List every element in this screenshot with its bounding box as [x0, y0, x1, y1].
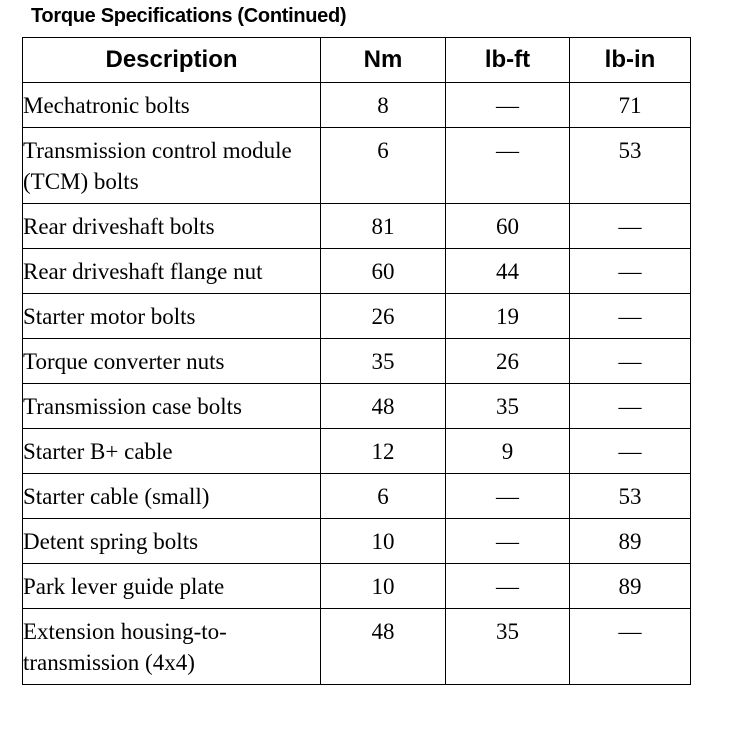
row-lb-in: 89: [570, 564, 691, 609]
row-nm: 26: [321, 294, 446, 339]
row-lb-ft: 60: [446, 204, 570, 249]
table-row: [23, 519, 691, 564]
row-description: Rear driveshaft flange nut: [23, 249, 321, 294]
row-description: Detent spring bolts: [23, 519, 321, 564]
table-row: [23, 294, 691, 339]
row-nm: 60: [321, 249, 446, 294]
row-lb-ft: 9: [446, 429, 570, 474]
table-header-row: [23, 38, 691, 83]
row-description: Transmission control module (TCM) bolts: [23, 128, 321, 204]
page-title: Torque Specifications (Continued): [31, 5, 347, 27]
row-description: Extension housing-to-transmission (4x4): [23, 609, 321, 685]
row-lb-ft: 35: [446, 384, 570, 429]
row-nm: 10: [321, 519, 446, 564]
row-nm: 10: [321, 564, 446, 609]
row-description: Starter motor bolts: [23, 294, 321, 339]
row-lb-in: 53: [570, 128, 691, 204]
row-lb-ft: 26: [446, 339, 570, 384]
table-row: [23, 339, 691, 384]
column-header-lb-ft: lb-ft: [446, 38, 570, 83]
table-row: [23, 204, 691, 249]
column-header-nm: Nm: [321, 38, 446, 83]
row-description: Torque converter nuts: [23, 339, 321, 384]
row-lb-ft: 19: [446, 294, 570, 339]
row-nm: 12: [321, 429, 446, 474]
row-lb-ft: —: [446, 564, 570, 609]
row-description: Rear driveshaft bolts: [23, 204, 321, 249]
row-lb-ft: —: [446, 519, 570, 564]
row-description: Park lever guide plate: [23, 564, 321, 609]
row-description: Transmission case bolts: [23, 384, 321, 429]
table-row: [23, 474, 691, 519]
row-nm: 81: [321, 204, 446, 249]
row-lb-ft: —: [446, 128, 570, 204]
table-row: [23, 83, 691, 128]
row-lb-in: 71: [570, 83, 691, 128]
row-lb-in: —: [570, 384, 691, 429]
row-lb-in: —: [570, 249, 691, 294]
table-row: [23, 609, 691, 685]
table-row: [23, 128, 691, 204]
row-description: Starter B+ cable: [23, 429, 321, 474]
row-lb-in: 89: [570, 519, 691, 564]
row-nm: 48: [321, 609, 446, 685]
table-row: [23, 429, 691, 474]
row-lb-in: —: [570, 204, 691, 249]
row-nm: 6: [321, 128, 446, 204]
row-lb-in: —: [570, 339, 691, 384]
row-lb-ft: 44: [446, 249, 570, 294]
table-row: [23, 564, 691, 609]
row-description: Starter cable (small): [23, 474, 321, 519]
table-row: [23, 249, 691, 294]
row-lb-in: 53: [570, 474, 691, 519]
row-nm: 8: [321, 83, 446, 128]
row-lb-ft: 35: [446, 609, 570, 685]
row-lb-in: —: [570, 294, 691, 339]
row-nm: 6: [321, 474, 446, 519]
row-description: Mechatronic bolts: [23, 83, 321, 128]
row-lb-ft: —: [446, 83, 570, 128]
torque-spec-table: [22, 37, 691, 685]
row-nm: 48: [321, 384, 446, 429]
row-lb-in: —: [570, 609, 691, 685]
table-row: [23, 384, 691, 429]
column-header-lb-in: lb-in: [570, 38, 691, 83]
row-lb-in: —: [570, 429, 691, 474]
row-lb-ft: —: [446, 474, 570, 519]
row-nm: 35: [321, 339, 446, 384]
column-header-description: Description: [23, 38, 321, 83]
